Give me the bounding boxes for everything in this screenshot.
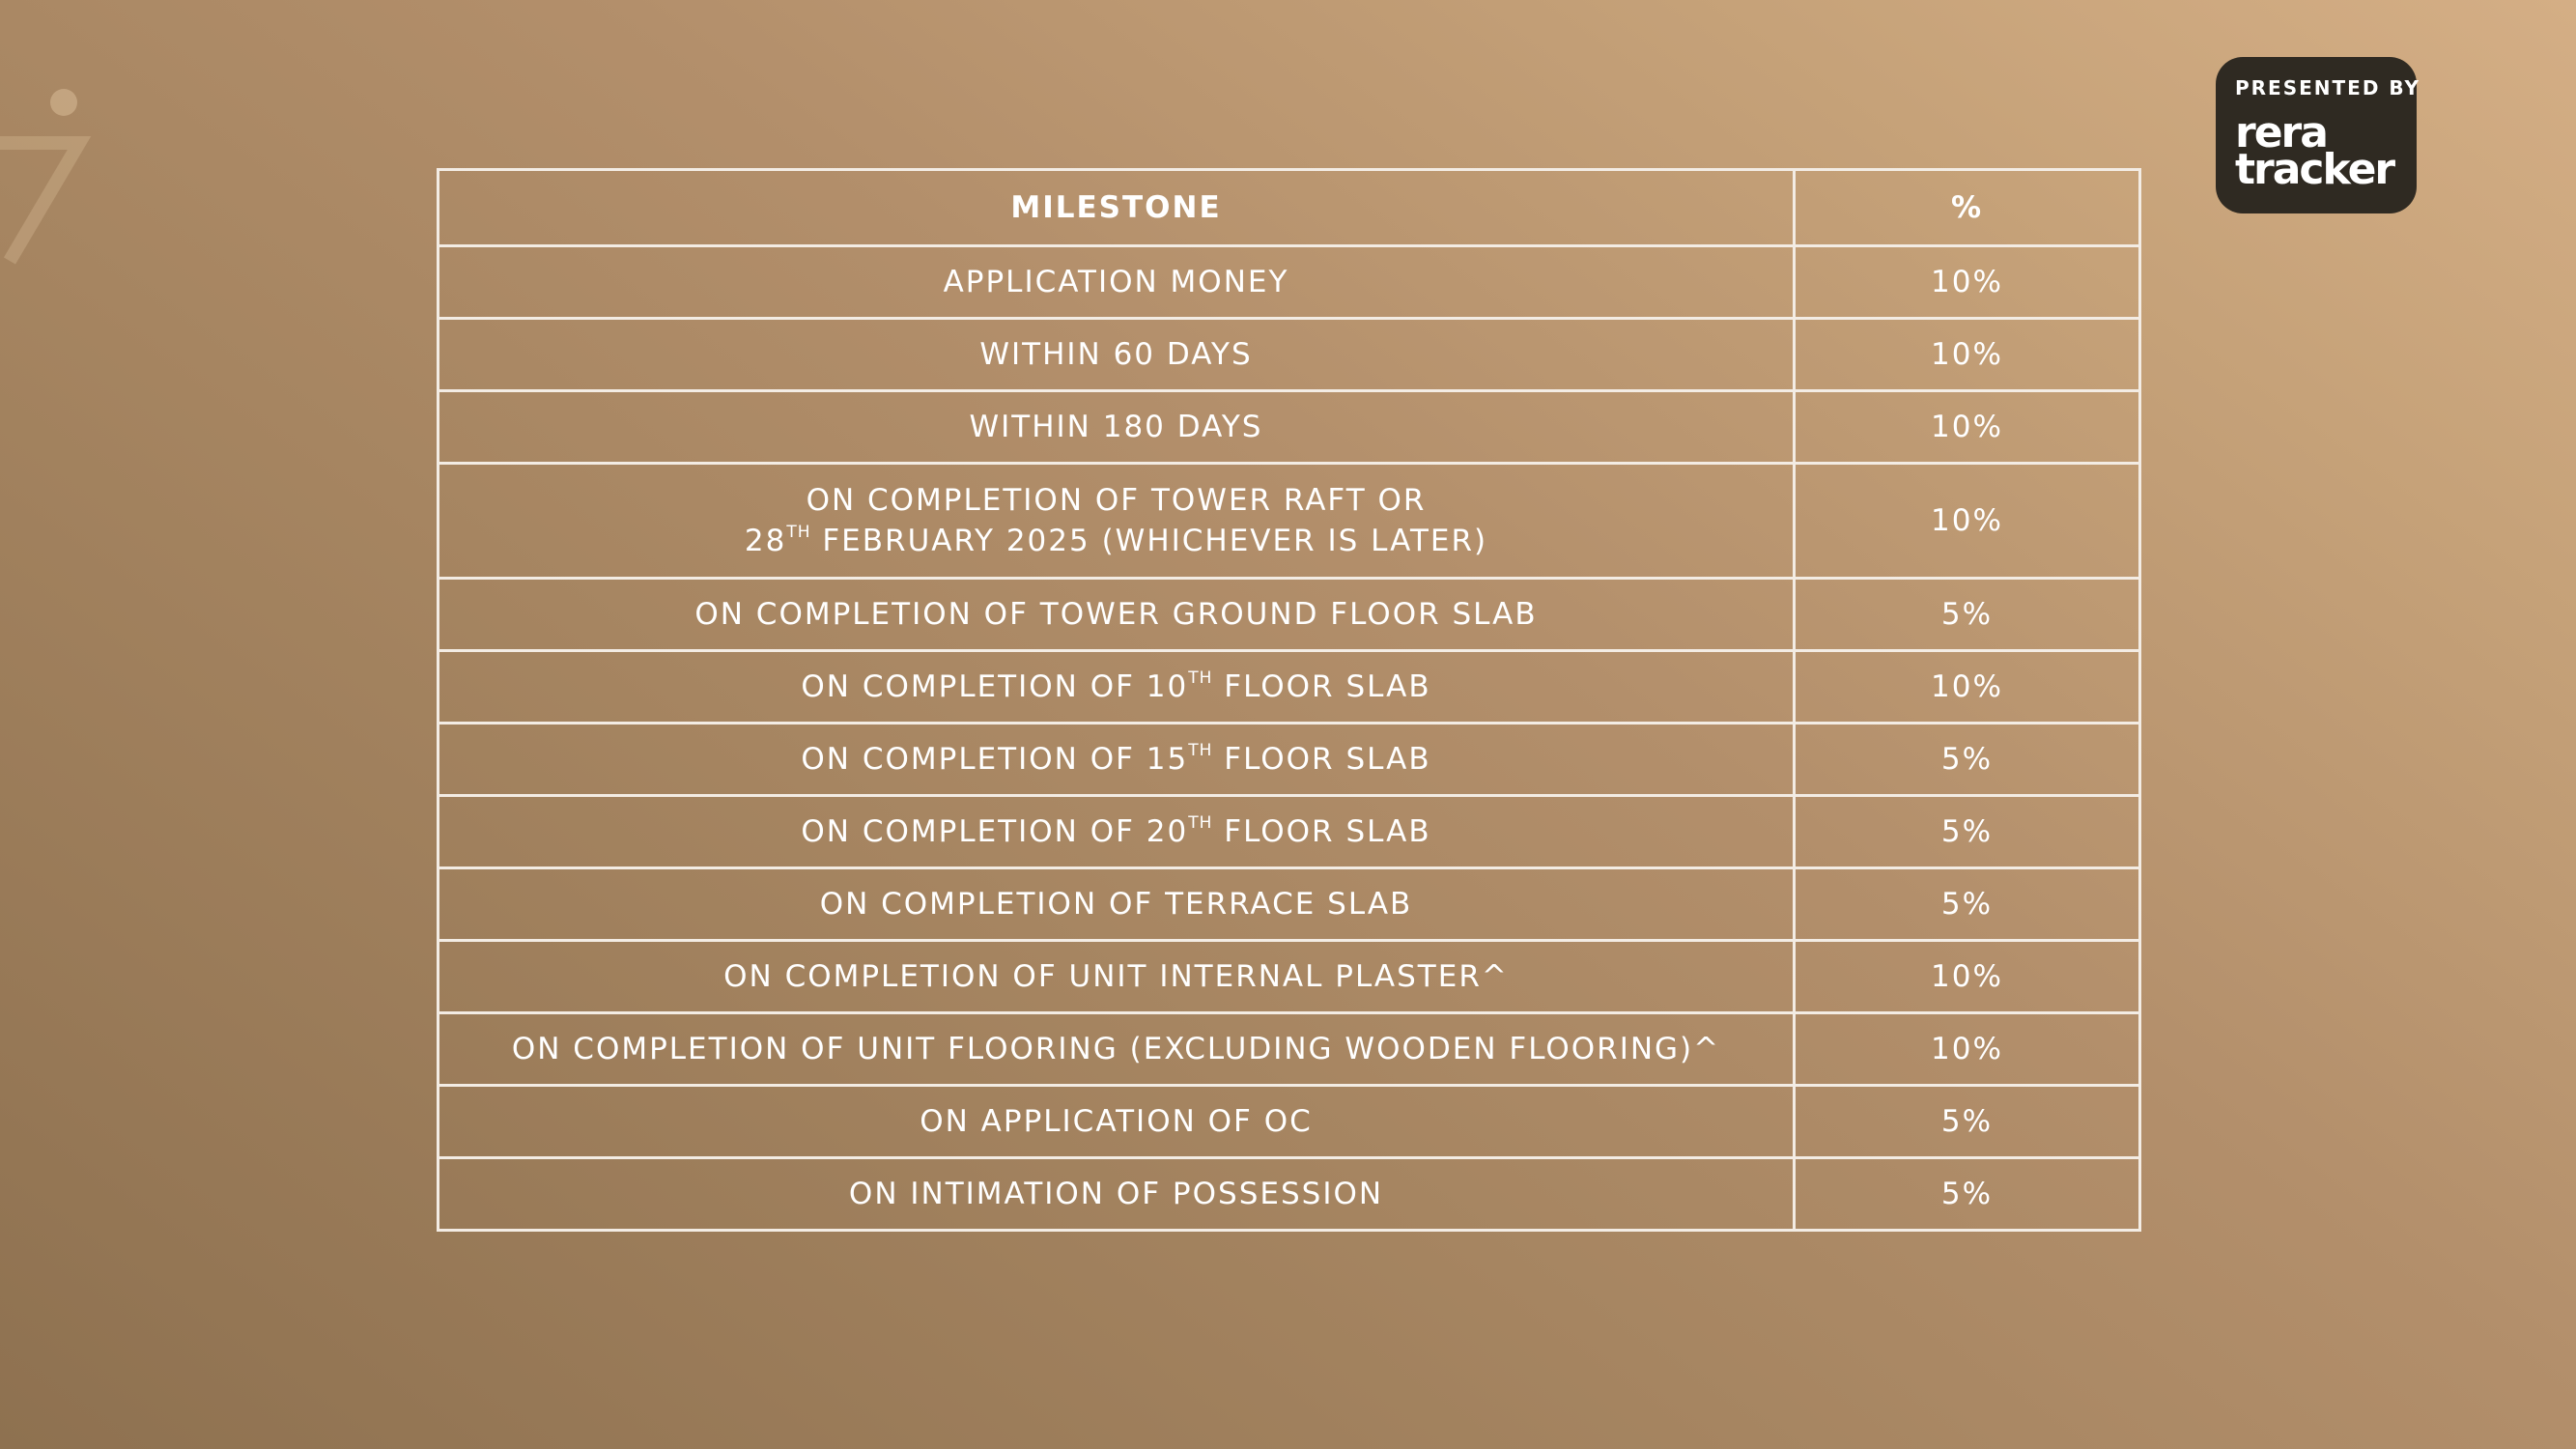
presented-by-badge[interactable] [2216, 57, 2421, 213]
percent-cell: 10% [1795, 319, 2140, 391]
milestone-cell: ON COMPLETION OF TERRACE SLAB [439, 868, 1795, 941]
table-row [439, 724, 2140, 796]
milestone-cell [439, 724, 1795, 796]
table-header-row [439, 170, 2140, 246]
payment-milestone-table [437, 168, 2141, 1232]
milestone-text: FLOOR SLAB [1212, 669, 1431, 704]
ordinal-suffix: TH [1188, 668, 1213, 688]
table-row [439, 579, 2140, 651]
table-row [439, 391, 2140, 464]
milestone-line-1: ON COMPLETION OF TOWER RAFT OR [806, 483, 1427, 518]
table-row [439, 868, 2140, 941]
table-row [439, 1013, 2140, 1086]
milestone-cell: ON COMPLETION OF TOWER GROUND FLOOR SLAB [439, 579, 1795, 651]
table-row [439, 651, 2140, 724]
percent-column-header: % [1795, 170, 2140, 246]
percent-cell: 10% [1795, 1013, 2140, 1086]
milestone-text: ON COMPLETION OF 15 [801, 742, 1189, 777]
milestone-column-header: MILESTONE [439, 170, 1795, 246]
milestone-cell [439, 464, 1795, 579]
table-row [439, 796, 2140, 868]
table-row [439, 464, 2140, 579]
milestone-cell: APPLICATION MONEY [439, 246, 1795, 319]
milestone-line-2 [745, 524, 1487, 558]
percent-cell: 5% [1795, 1158, 2140, 1231]
milestone-cell [439, 796, 1795, 868]
milestone-text: ON COMPLETION OF 10 [801, 669, 1189, 704]
table-row [439, 1086, 2140, 1158]
ordinal-suffix: TH [1188, 741, 1213, 760]
decorative-logo-mark [0, 68, 106, 280]
table-row [439, 941, 2140, 1013]
milestone-text: FLOOR SLAB [1212, 814, 1431, 849]
percent-cell: 5% [1795, 796, 2140, 868]
milestone-cell: ON COMPLETION OF UNIT FLOORING (EXCLUDING WOODEN FLOORING)^ [439, 1013, 1795, 1086]
presented-by-label: PRESENTED BY [2235, 76, 2421, 99]
percent-cell: 10% [1795, 941, 2140, 1013]
percent-cell: 5% [1795, 1086, 2140, 1158]
milestone-text: ON COMPLETION OF 20 [801, 814, 1189, 849]
percent-cell: 10% [1795, 246, 2140, 319]
rera-tracker-logo [2235, 108, 2417, 194]
logo-line-tracker: tracker [2235, 145, 2394, 194]
ordinal-suffix: TH [786, 523, 811, 542]
milestone-cell [439, 651, 1795, 724]
ordinal-suffix: TH [1188, 813, 1213, 833]
milestone-cell: ON INTIMATION OF POSSESSION [439, 1158, 1795, 1231]
milestone-cell: WITHIN 60 DAYS [439, 319, 1795, 391]
percent-cell: 5% [1795, 724, 2140, 796]
milestone-text: 28 [744, 524, 787, 558]
table-row [439, 1158, 2140, 1231]
milestone-text: FLOOR SLAB [1212, 742, 1431, 777]
milestone-cell: ON COMPLETION OF UNIT INTERNAL PLASTER^ [439, 941, 1795, 1013]
table-row [439, 246, 2140, 319]
percent-cell: 10% [1795, 651, 2140, 724]
milestone-cell: WITHIN 180 DAYS [439, 391, 1795, 464]
percent-cell: 5% [1795, 579, 2140, 651]
percent-cell: 5% [1795, 868, 2140, 941]
logo-line-rera: rera [2235, 108, 2327, 157]
table-row [439, 319, 2140, 391]
percent-cell: 10% [1795, 464, 2140, 579]
milestone-cell: ON APPLICATION OF OC [439, 1086, 1795, 1158]
milestone-text: FEBRUARY 2025 (WHICHEVER IS LATER) [810, 524, 1488, 558]
percent-cell: 10% [1795, 391, 2140, 464]
